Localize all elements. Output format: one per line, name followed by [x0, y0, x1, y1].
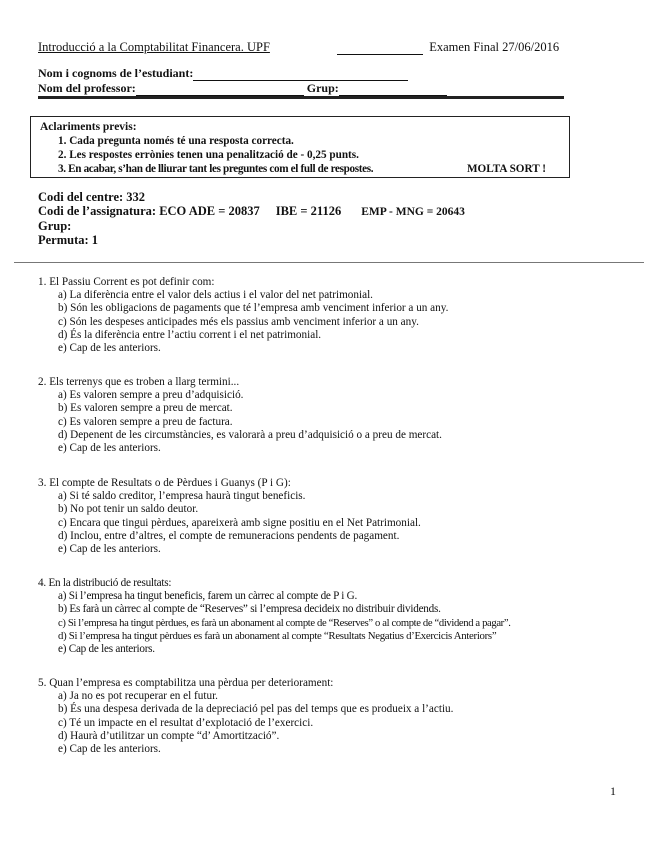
permutation: Permuta: 1 — [38, 233, 99, 247]
answer-option: b) No pot tenir un saldo deutor. — [58, 503, 199, 516]
answer-option: e) Cap de les anteriors. — [58, 643, 155, 656]
question-3 — [38, 477, 421, 556]
section-divider — [14, 262, 644, 263]
question-text: 4. En la distribució de resultats: — [38, 577, 172, 589]
question-text: 1. El Passiu Corrent es pot definir com: — [38, 276, 215, 288]
ibe-code: IBE = 21126 — [275, 204, 342, 218]
group-code: Grup: — [38, 219, 72, 233]
question-text: 5. Quan l’empresa es comptabilitza una pèrdua per deteriorament: — [38, 677, 334, 689]
answer-option: a) Es valoren sempre a preu d’adquisició. — [58, 389, 244, 402]
professor-label: Nom del professor: — [38, 81, 136, 95]
answer-option: c) Es valoren sempre a preu de factura. — [58, 415, 233, 428]
question-1 — [38, 276, 448, 355]
subject-code: Codi de l’assignatura: ECO ADE = 20837 — [38, 204, 260, 218]
answer-option: c) Té un impacte en el resultat d’explotació de l’exercici. — [58, 716, 314, 729]
answer-option: b) És una despesa derivada de la depreciació pel pas del temps que es produeix a l’actiu. — [58, 703, 454, 716]
student-name-line — [38, 66, 408, 81]
answer-option: a) Si l’empresa ha tingut beneficis, farem un càrrec al compte de P i G. — [58, 590, 358, 603]
exam-date — [337, 40, 559, 55]
answer-option: e) Cap de les anteriors. — [58, 442, 161, 455]
page-number: 1 — [610, 784, 616, 798]
instruction-item: 1. Cada pregunta només té una resposta correcta. — [58, 135, 294, 147]
answer-option: a) Si té saldo creditor, l’empresa haurà tingut beneficis. — [58, 490, 306, 503]
course-title: Introducció a la Comptabilitat Financera. UPF — [38, 40, 270, 54]
answer-option: b) Són les obligacions de pagaments que té l’empresa amb venciment inferior a un any. — [58, 302, 449, 315]
question-text: 2. Els terrenys que es troben a llarg termini... — [38, 376, 240, 388]
group-label: Grup: — [306, 81, 339, 95]
instructions-title: Aclariments previs: — [40, 121, 137, 133]
emp-code: EMP - MNG = 20643 — [361, 206, 465, 218]
group-field[interactable] — [339, 84, 447, 96]
question-4 — [38, 577, 511, 656]
answer-option: d) Si l’empresa ha tingut pèrdues es farà un abonament al compte “Resultats Negatius d’Exercicis Anteriors” — [58, 629, 497, 642]
answer-option: e) Cap de les anteriors. — [58, 342, 161, 355]
student-name-field[interactable] — [193, 69, 408, 81]
instruction-item: 3. En acabar, s’han de lliurar tant les preguntes com el full de respostes. — [58, 163, 374, 175]
professor-line — [38, 81, 447, 96]
exam-date-text: Examen Final 27/06/2016 — [429, 40, 560, 54]
exam-codes — [38, 190, 465, 247]
answer-option: d) Haurà d’utilitzar un compte “d’ Amortització”. — [58, 729, 280, 742]
answer-option: b) Es farà un càrrec al compte de “Reserves” si l’empresa decideix no distribuir dividends. — [58, 603, 441, 616]
question-5 — [38, 677, 453, 756]
professor-field[interactable] — [136, 84, 304, 96]
centre-code: Codi del centre: 332 — [38, 190, 146, 204]
student-name-label: Nom i cognoms de l’estudiant: — [38, 66, 194, 80]
answer-option: a) Ja no es pot recuperar en el futur. — [58, 690, 218, 703]
header-underline-gap — [337, 43, 423, 55]
answer-option: c) Encara que tingui pèrdues, apareixerà amb signe positiu en el Net Patrimonial. — [58, 516, 421, 529]
header-divider — [38, 96, 564, 99]
answer-option: e) Cap de les anteriors. — [58, 543, 161, 556]
answer-option: d) Depenent de les circumstàncies, es valorarà a preu d’adquisició o a preu de mercat. — [58, 428, 442, 441]
answer-option: c) Són les despeses anticipades més els passius amb venciment inferior a un any. — [58, 315, 419, 328]
good-luck-text: MOLTA SORT ! — [467, 163, 546, 175]
question-text: 3. El compte de Resultats o de Pèrdues i Guanys (P i G): — [38, 477, 291, 489]
subject-code-line — [38, 204, 465, 219]
answer-option: d) Inclou, entre d’altres, el compte de remuneracions pendents de pagament. — [58, 529, 400, 542]
question-2 — [38, 376, 442, 455]
answer-option: c) Si l’empresa ha tingut pèrdues, es farà un abonament al compte de “Reserves” o al compte de “dividend a pagar”. — [58, 617, 511, 629]
answer-option: e) Cap de les anteriors. — [58, 743, 161, 756]
answer-option: d) És la diferència entre l’actiu corrent i el net patrimonial. — [58, 328, 322, 341]
answer-option: b) Es valoren sempre a preu de mercat. — [58, 402, 233, 415]
instruction-item: 2. Les respostes errònies tenen una penalització de - 0,25 punts. — [58, 149, 359, 161]
answer-option: a) La diferència entre el valor dels actius i el valor del net patrimonial. — [58, 289, 373, 302]
